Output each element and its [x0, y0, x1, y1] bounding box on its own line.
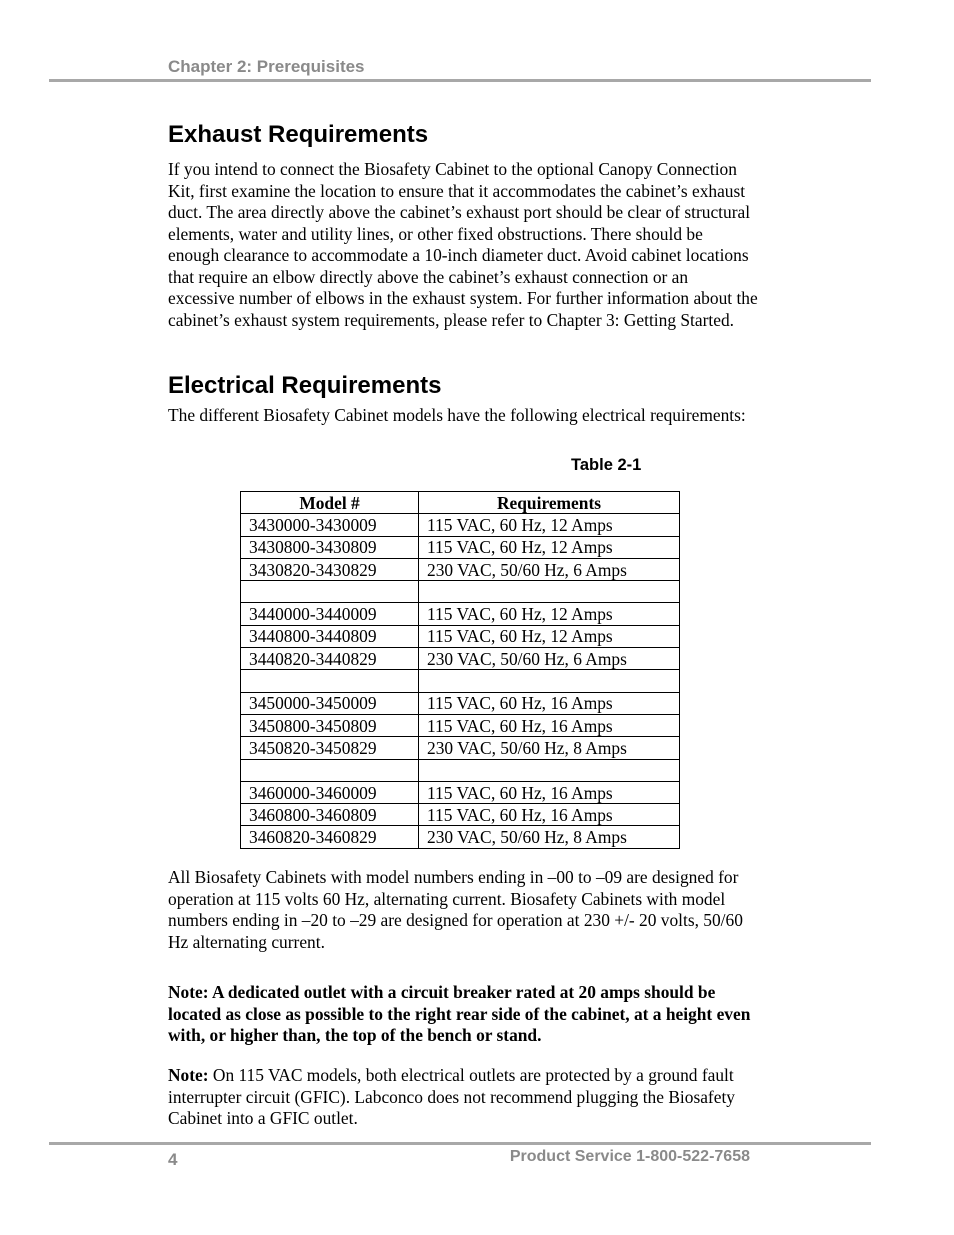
requirement-cell: 115 VAC, 60 Hz, 16 Amps [419, 804, 680, 826]
model-cell: 3440000-3440009 [241, 603, 419, 625]
requirement-cell: 115 VAC, 60 Hz, 16 Amps [419, 692, 680, 714]
page-number: 4 [168, 1150, 178, 1169]
model-cell: 3450000-3450009 [241, 692, 419, 714]
model-cell: 3460800-3460809 [241, 804, 419, 826]
gfic-note-text: On 115 VAC models, both electrical outlets are protected by a ground fault interrupter circuit (GFIC). Labconco does not recommend plugging the Biosafety Cabinet into a GFIC outlet. [168, 1065, 735, 1128]
table-row [241, 625, 680, 647]
requirement-cell: 230 VAC, 50/60 Hz, 6 Amps [419, 558, 680, 580]
outlet-note: Note: A dedicated outlet with a circuit breaker rated at 20 amps should be located as close as possible to the right rear side of the cabinet, at a height even with, or higher than, the top of the bench or stand. [168, 982, 751, 1045]
requirement-cell [419, 581, 680, 603]
exhaust-heading: Exhaust Requirements [168, 121, 429, 148]
header-rule [49, 79, 871, 82]
voltage-paragraph: All Biosafety Cabinets with model numbers ending in –00 to –09 are designed for operation at 115 volts 60 Hz, alternating current. Biosafety Cabinets with model numbers ending in –20 to –29 are designed for operation at 230 +/- 20 volts, 50/60 Hz alternating current. [168, 867, 743, 952]
exhaust-paragraph: If you intend to connect the Biosafety Cabinet to the optional Canopy Connection Kit, first examine the location to ensure that it accommodates the cabinet’s exhaust duct. The area directly above the cabinet’s exhaust port should be clear of structural elements, water and utility lines, or other fixed obstructions. There should be enough clearance to accommodate a 10-inch diameter duct. Avoid cabinet locations that require an elbow directly above the cabinet’s exhaust connection or an excessive number of elbows in the exhaust system. For further information about the cabinet’s exhaust system requirements, please refer to Chapter 3: Getting Started. [168, 159, 758, 330]
model-cell [241, 670, 419, 692]
model-cell: 3460820-3460829 [241, 826, 419, 848]
requirement-cell: 230 VAC, 50/60 Hz, 6 Amps [419, 648, 680, 670]
table-row [241, 759, 680, 781]
table-row [241, 536, 680, 558]
requirement-cell: 115 VAC, 60 Hz, 12 Amps [419, 514, 680, 536]
model-cell: 3430000-3430009 [241, 514, 419, 536]
model-cell: 3450820-3450829 [241, 737, 419, 759]
requirement-cell: 115 VAC, 60 Hz, 16 Amps [419, 714, 680, 736]
requirement-cell [419, 670, 680, 692]
electrical-intro: The different Biosafety Cabinet models have the following electrical requirements: [168, 405, 746, 425]
model-cell: 3440820-3440829 [241, 648, 419, 670]
column-header-requirements: Requirements [419, 492, 680, 514]
model-cell: 3430800-3430809 [241, 536, 419, 558]
table-row [241, 737, 680, 759]
electrical-heading: Electrical Requirements [168, 372, 442, 399]
requirement-cell [419, 759, 680, 781]
table-row [241, 670, 680, 692]
product-service-line: Product Service 1-800-522-7658 [509, 1148, 750, 1165]
requirement-cell: 115 VAC, 60 Hz, 12 Amps [419, 603, 680, 625]
model-cell: 3440800-3440809 [241, 625, 419, 647]
column-header-model: Model # [241, 492, 419, 514]
model-cell [241, 581, 419, 603]
table-row [241, 692, 680, 714]
table-row [241, 826, 680, 848]
table-row [241, 603, 680, 625]
table-row [241, 581, 680, 603]
table-row [241, 558, 680, 580]
requirement-cell: 230 VAC, 50/60 Hz, 8 Amps [419, 826, 680, 848]
gfic-note-label: Note: [168, 1065, 209, 1085]
table-row [241, 714, 680, 736]
table-caption: Table 2-1 [571, 456, 642, 474]
chapter-header: Chapter 2: Prerequisites [168, 57, 365, 76]
model-cell: 3460000-3460009 [241, 781, 419, 803]
requirement-cell: 230 VAC, 50/60 Hz, 8 Amps [419, 737, 680, 759]
gfic-note [168, 1065, 758, 1130]
requirement-cell: 115 VAC, 60 Hz, 12 Amps [419, 625, 680, 647]
table-row [241, 781, 680, 803]
electrical-requirements-table [240, 491, 680, 849]
requirement-cell: 115 VAC, 60 Hz, 12 Amps [419, 536, 680, 558]
footer-rule [49, 1142, 871, 1145]
model-cell: 3450800-3450809 [241, 714, 419, 736]
requirement-cell: 115 VAC, 60 Hz, 16 Amps [419, 781, 680, 803]
table-row [241, 514, 680, 536]
table-row [241, 648, 680, 670]
model-cell [241, 759, 419, 781]
table-row [241, 804, 680, 826]
table-header-row [241, 492, 680, 514]
model-cell: 3430820-3430829 [241, 558, 419, 580]
